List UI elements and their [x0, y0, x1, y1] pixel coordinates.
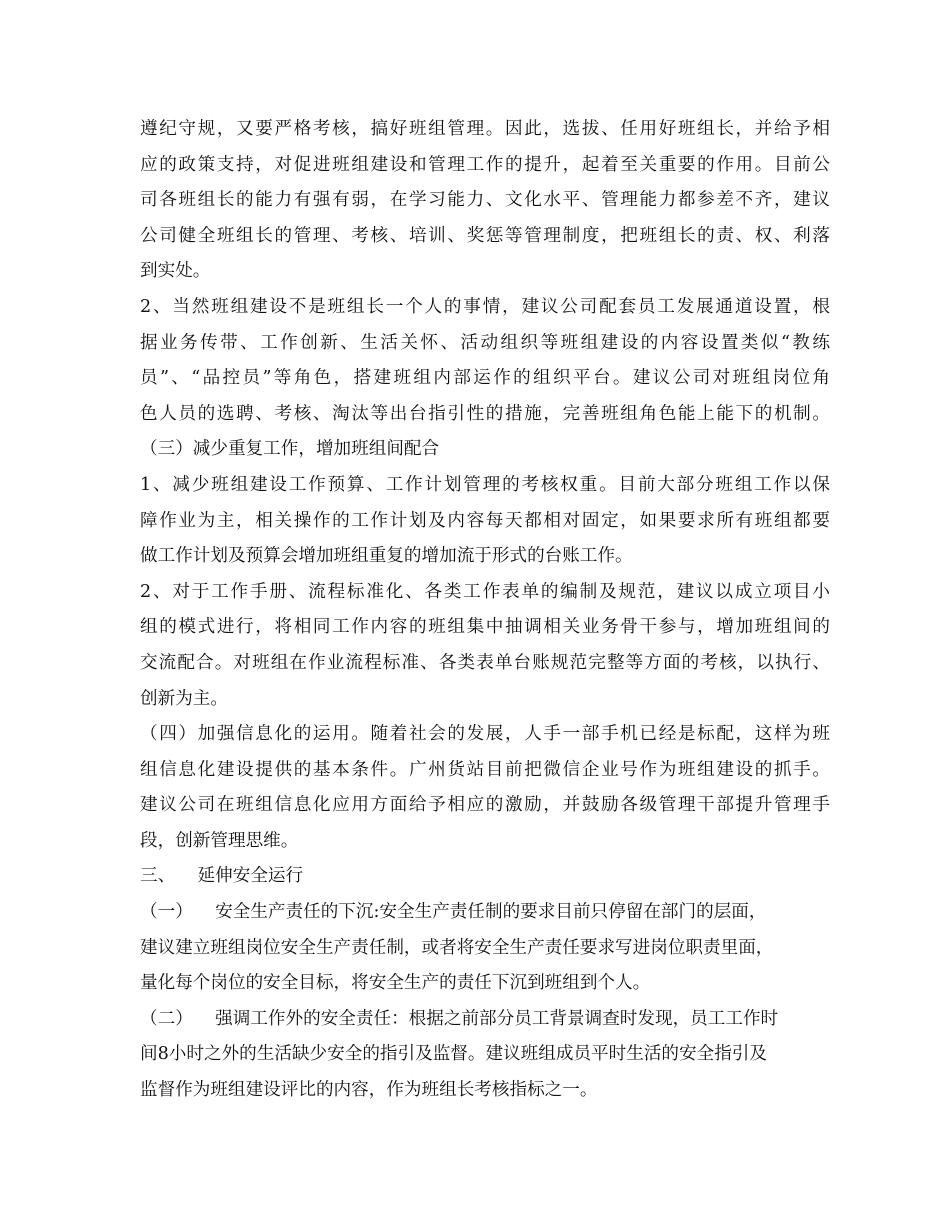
text-line: （二） 强调工作外的安全责任：根据之前部分员工背景调查时发现，员工工作时 — [140, 1008, 779, 1029]
text-line: 量化每个岗位的安全目标，将安全生产的责任下沉到班组到个人。 — [140, 973, 651, 994]
text-line: 交流配合。对班组在作业流程标准、各类表单台账规范完整等方面的考核，以执行、 — [140, 652, 830, 673]
text-line: （四）加强信息化的运用。随着社会的发展，人手一部手机已经是标配，这样为班 — [140, 724, 830, 745]
text-line: 间8小时之外的生活缺少安全的指引及监督。建议班组成员平时生活的安全指引及 — [140, 1044, 767, 1065]
text-line: （一） 安全生产责任的下沉:安全生产责任制的要求目前只停留在部门的层面， — [140, 902, 767, 923]
text-line: 组信息化建设提供的基本条件。广州货站目前把微信企业号作为班组建设的抓手。 — [140, 759, 830, 780]
text-line: 做工作计划及预算会增加班组重复的增加流于形式的台账工作。 — [140, 546, 633, 567]
text-line: 公司健全班组长的管理、考核、培训、奖惩等管理制度，把班组长的责、权、利落 — [140, 225, 830, 246]
text-line: 建议建立班组岗位安全生产责任制，或者将安全生产责任要求写进岗位职责里面， — [140, 937, 774, 958]
text-line: 组的模式进行，将相同工作内容的班组集中抽调相关业务骨干参与，增加班组间的 — [140, 617, 830, 638]
text-line: 建议公司在班组信息化应用方面给予相应的激励，并鼓励各级管理干部提升管理手 — [140, 795, 830, 816]
section-heading: （三）减少重复工作，增加班组间配合 — [140, 439, 440, 460]
text-line: 监督作为班组建设评比的内容，作为班组长考核指标之一。 — [140, 1080, 598, 1101]
text-line: 段，创新管理思维。 — [140, 830, 299, 851]
text-line: 遵纪守规，又要严格考核，搞好班组管理。因此，选拔、任用好班组长，并给予相 — [140, 119, 830, 139]
text-line: 1、减少班组建设工作预算、工作计划管理的考核权重。目前大部分班组工作以保 — [140, 474, 830, 495]
text-line: 障作业为主，相关操作的工作计划及内容每天都相对固定，如果要求所有班组都要 — [140, 510, 830, 531]
text-line: 色人员的选聘、考核、淘汰等出台指引性的措施，完善班组角色能上能下的机制。 — [140, 403, 830, 424]
text-line: 到实处。 — [140, 261, 211, 282]
text-line: 2、当然班组建设不是班组长一个人的事情，建议公司配套员工发展通道设置，根 — [140, 296, 830, 317]
text-line: 司各班组长的能力有强有弱，在学习能力、文化水平、管理能力都参差不齐，建议 — [140, 190, 830, 211]
text-line: 创新为主。 — [140, 688, 228, 709]
text-line: 据业务传带、工作创新、生活关怀、活动组织等班组建设的内容设置类似“教练 — [140, 332, 830, 353]
section-heading: 三、 延伸安全运行 — [140, 866, 304, 887]
text-line: 应的政策支持，对促进班组建设和管理工作的提升，起着至关重要的作用。目前公 — [140, 154, 830, 175]
document-body — [140, 112, 830, 1109]
text-line: 员”、“品控员”等角色，搭建班组内部运作的组织平台。建议公司对班组岗位角 — [140, 368, 830, 389]
text-line: 2、对于工作手册、流程标准化、各类工作表单的编制及规范，建议以成立项目小 — [140, 581, 830, 602]
